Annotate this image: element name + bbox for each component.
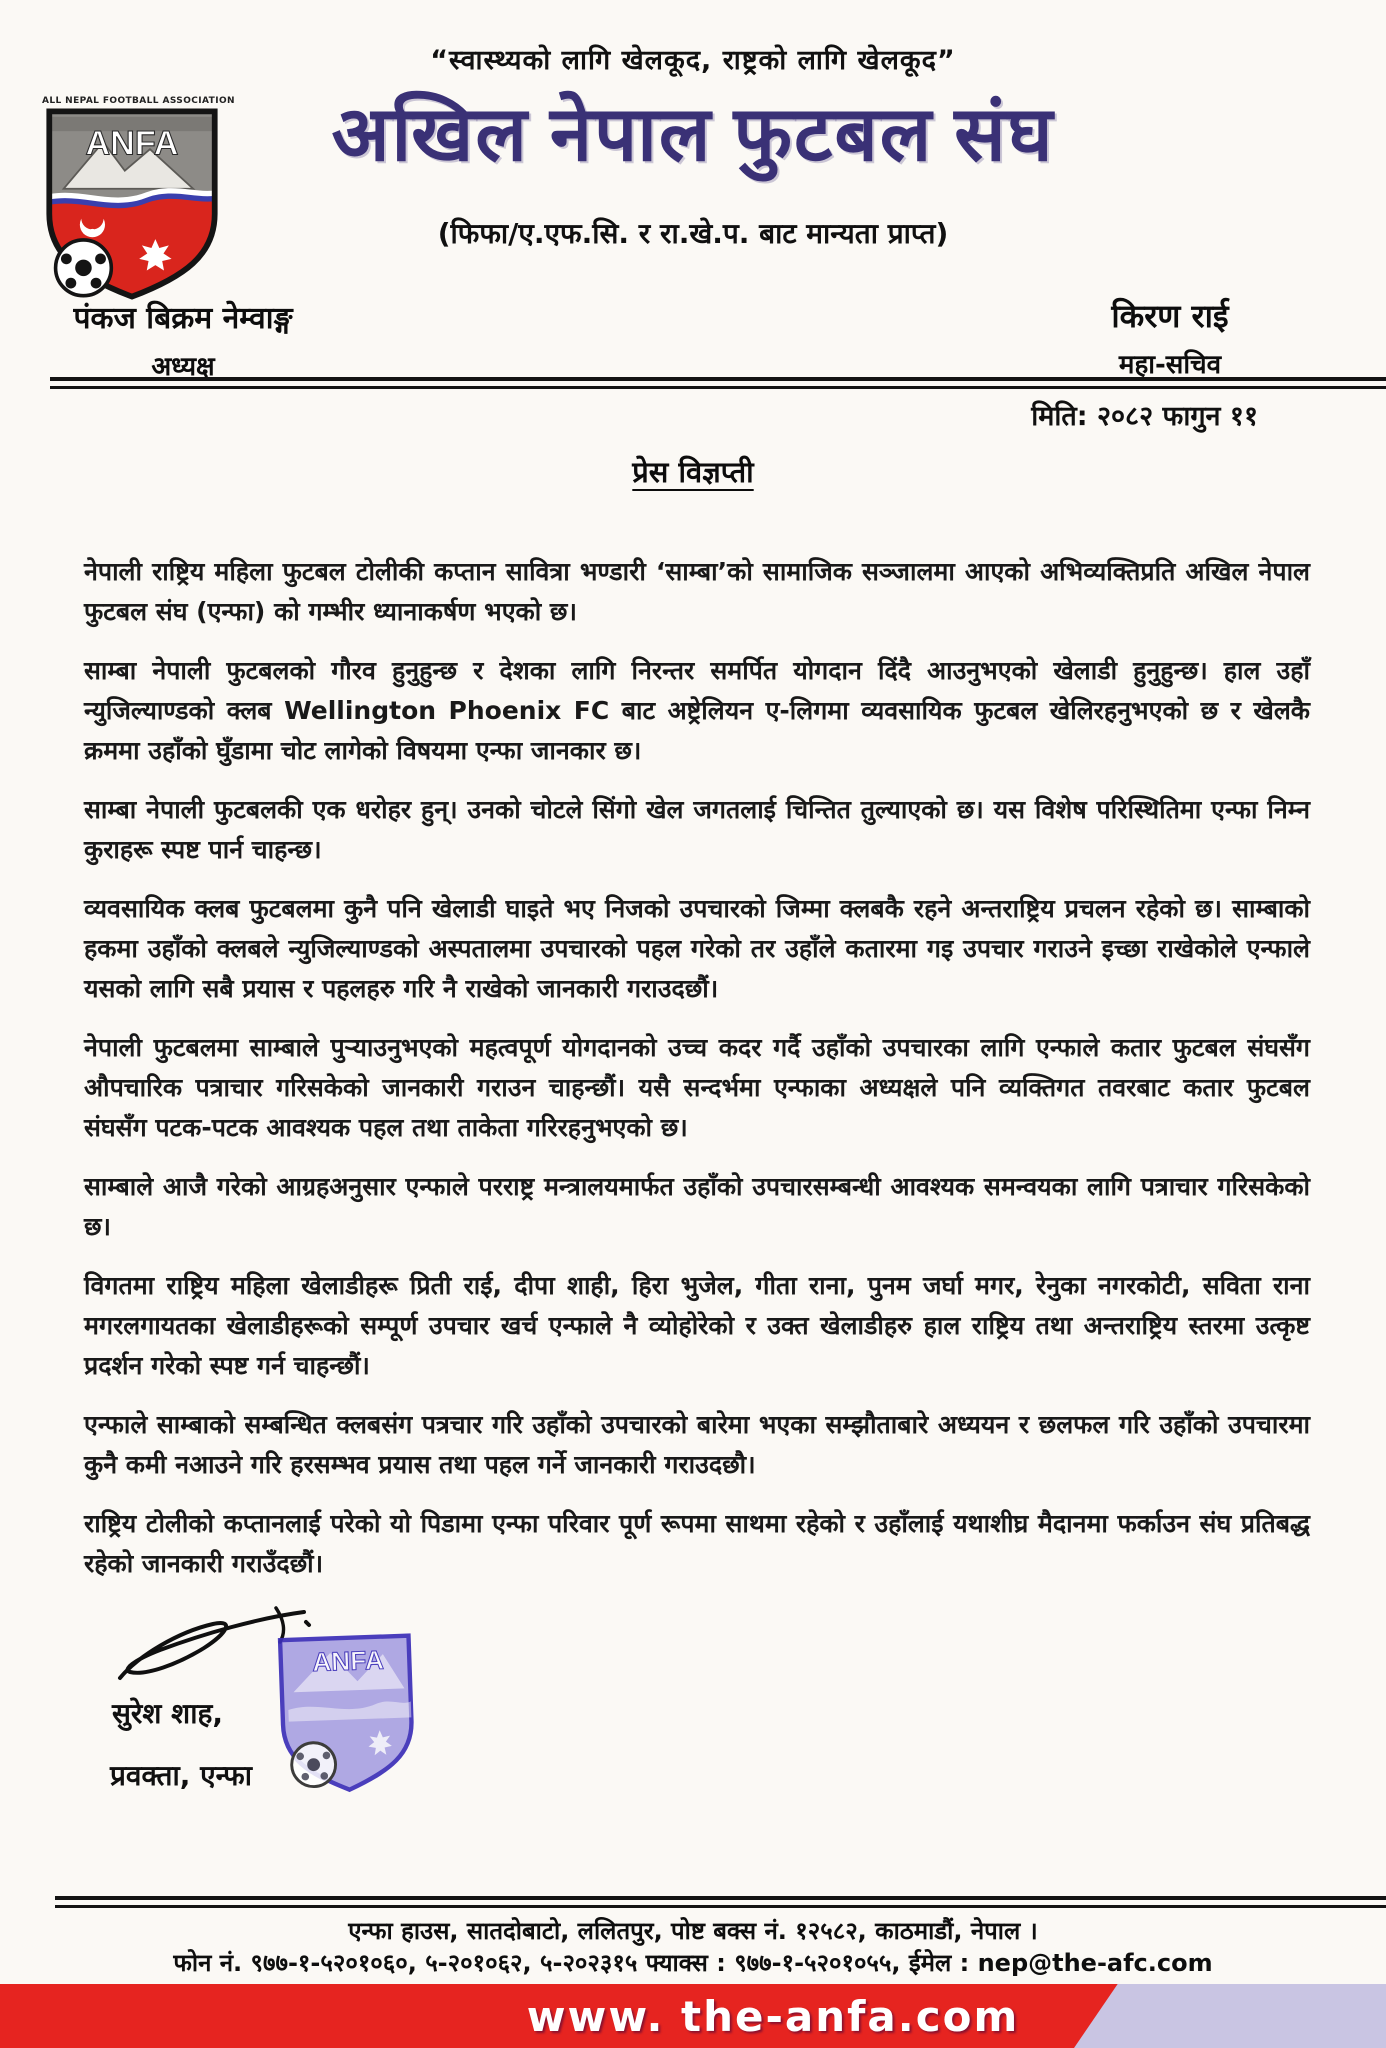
logo-association-text: ALL NEPAL FOOTBALL ASSOCIATION [42,96,235,106]
footer-contact-line: फोन नं. ९७७-१-५२०१०६०, ५-२०१०६२, ५-२०२३१५ फ्याक्स : ९७७-१-५२०१०५५, ईमेल : nep@the-afc.com [173,1949,1213,1977]
date-line: मिति: २०८२ फागुन ११ [1031,401,1258,432]
footer-divider [55,1896,1386,1908]
paragraph-1: नेपाली राष्ट्रिय महिला फुटबल टोलीकी कप्तान सावित्रा भण्डारी ‘साम्बा’को सामाजिक सञ्जालमा आएको अभिव्यक्तिप्रति अखिल नेपाल फुटबल संघ (एन्फा) को गम्भीर ध्यानाकर्षण भएको छ। [84,557,1310,626]
general-secretary-name: किरण राई [1111,297,1229,335]
recognition-line: (फिफा/ए.एफ.सि. र रा.खे.प. बाट मान्यता प्राप्त) [437,217,949,250]
paragraph-7: विगतमा राष्ट्रिय महिला खेलाडीहरू प्रिती राई, दीपा शाही, हिरा भुजेल, गीता राना, पुनम जर्घा मगर, रेनुका नगरकोटी, सविता राना मगरलगायतका खेलाडीहरूको सम्पूर्ण उपचार खर्च एन्फाले नै व्योहोरेको र उक्त खेलाडीहरु हाल राष्ट्रिय तथा अन्तराष्ट्रिय स्तरमा उत्कृष्ट प्रदर्शन गरेको स्पष्ट गर्न चाहन्छौं। [84,1271,1310,1380]
letter-body [84,552,1310,1603]
signatory-title: प्रवक्ता, एन्फा [110,1759,252,1792]
president-title: अध्यक्ष [151,352,215,382]
paragraph-4: व्यवसायिक क्लब फुटबलमा कुनै पनि खेलाडी घाइते भए निजको उपचारको जिम्मा क्लबकै रहने अन्तराष्ट्रिय प्रचलन रहेको छ। साम्बाको हकमा उहाँको क्लबले न्युजिल्याण्डको अस्पतालमा उपचारको पहल गरेको तर उहाँले कतारमा गइ उपचार गराउने इच्छा राखेकोले एन्फाले यसको लागि सबै प्रयास र पहलहरु गरि नै राखेको जानकारी गराउदछौं। [84,894,1310,1003]
president-name: पंकज बिक्रम नेम्वाङ्ग [73,301,293,336]
officer-general-secretary [1010,294,1330,381]
footer-address: एन्फा हाउस, सातदोबाटो, ललितपुर, पोष्ट बक्स नं. १२५८२, काठमाडौं, नेपाल । [348,1917,1038,1945]
general-secretary-title: महा-सचिव [1118,350,1222,380]
paragraph-9: राष्ट्रिय टोलीको कप्तानलाई परेको यो पिडामा एन्फा परिवार पूर्ण रूपमा साथमा रहेको र उहाँलाई यथाशीघ्र मैदानमा फर्काउन संघ प्रतिबद्ध रहेको जानकारी गराउँदछौं। [84,1509,1310,1578]
logo-acronym: ANFA [85,124,179,163]
website-url: www. the-anfa.com [526,1991,1020,2041]
slogan: “स्वास्थ्यको लागि खेलकूद, राष्ट्रको लागि खेलकूद” [430,45,956,76]
stamp-acronym: ANFA [311,1644,385,1678]
paragraph-6: साम्बाले आजै गरेको आग्रहअनुसार एन्फाले परराष्ट्र मन्त्रालयमार्फत उहाँको उपचारसम्बन्धी आवश्यक समन्वयका लागि पत्राचार गरिसकेको छ। [84,1172,1310,1241]
officer-president [28,296,338,383]
press-release-heading: प्रेस विज्ञप्ती [632,455,754,489]
paragraph-5: नेपाली फुटबलमा साम्बाले पुऱ्याउनुभएको महत्वपूर्ण योगदानको उच्च कदर गर्दै उहाँको उपचारका लागि एन्फाले कतार फुटबल संघसँग औपचारिक पत्राचार गरिसकेको जानकारी गराउन चाहन्छौं। यसै सन्दर्भमा एन्फाका अध्यक्षले पनि व्यक्तिगत तवरबाट कतार फुटबल संघसँग पटक-पटक आवश्यक पहल तथा ताकेता गरिरहनुभएको छ। [84,1033,1310,1142]
paragraph-3: साम्बा नेपाली फुटबलकी एक धरोहर हुन्। उनको चोटले सिंगो खेल जगतलाई चिन्तित तुल्याएको छ। यस विशेष परिस्थितिमा एन्फा निम्न कुराहरू स्पष्ट पार्न चाहन्छ। [84,795,1310,864]
anfa-stamp-icon [271,1624,423,1809]
website-banner [0,1984,1386,2048]
paragraph-8: एन्फाले साम्बाको सम्बन्धित क्लबसंग पत्रचार गरि उहाँको उपचारको बारेमा भएका सम्झौताबारे अध्ययन र छलफल गरि उहाँको उपचारमा कुनै कमी नआउने गरि हरसम्भव प्रयास तथा पहल गर्ने जानकारी गराउदछौ। [84,1410,1310,1479]
organization-name: अखिल नेपाल फुटबल संघ [331,93,1055,177]
paragraph-2: साम्बा नेपाली फुटबलको गौरव हुनुहुन्छ र देशका लागि निरन्तर समर्पित योगदान दिंदै आउनुभएको खेलाडी हुनुहुन्छ। हाल उहाँ न्युजिल्याण्डको क्लब Wellington Phoenix FC बाट अष्ट्रेलियन ए-लिगमा व्यवसायिक फुटबल खेलिरहनुभएको छ र खेलकै क्रममा उहाँको घुँडामा चोट लागेको विषयमा एन्फा जानकार छ। [84,656,1310,765]
signatory-name: सुरेश शाह, [112,1697,223,1730]
header-divider [50,377,1386,389]
